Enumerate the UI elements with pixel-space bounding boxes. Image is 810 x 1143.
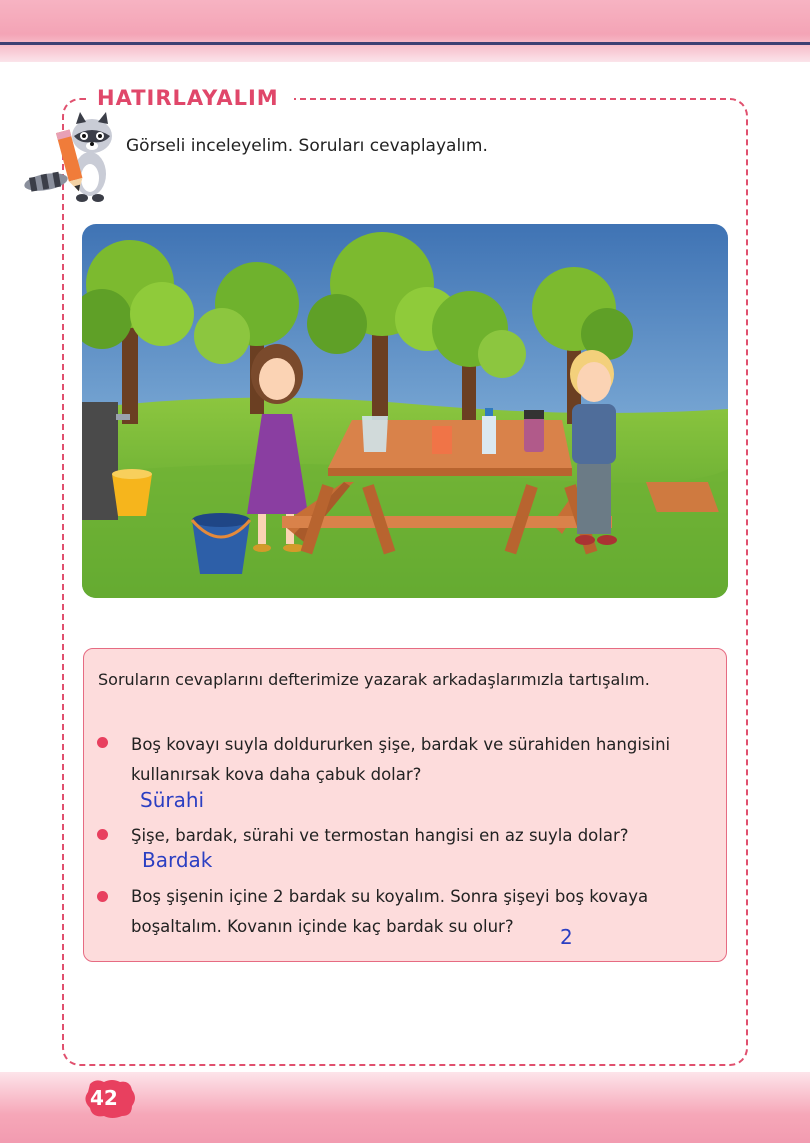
answer-1: Sürahi <box>140 788 205 812</box>
instruction-text: Görseli inceleyelim. Soruları cevaplayalım. <box>126 136 488 156</box>
top-decorative-band <box>0 0 810 62</box>
bullet-icon <box>97 737 108 748</box>
raccoon-mascot-icon <box>20 112 130 208</box>
question-1-text: Boş kovayı suyla doldururken şişe, bardak ve sürahiden hangisini kullanırsak kova daha çabuk dolar? <box>131 735 671 784</box>
park-scene-illustration <box>82 224 728 598</box>
answer-3: 2 <box>560 925 573 949</box>
bullet-icon <box>97 891 108 902</box>
bullet-icon <box>97 829 108 840</box>
answer-2: Bardak <box>142 848 213 872</box>
page-number: 42 <box>90 1086 118 1110</box>
question-2-text: Şişe, bardak, sürahi ve termostan hangisi en az suyla dolar? <box>131 826 629 845</box>
section-title: HATIRLAYALIM <box>97 86 279 110</box>
questions-intro: Soruların cevaplarını defterimize yazarak arkadaşlarımızla tartışalım. <box>98 670 650 689</box>
question-3-text: Boş şişenin içine 2 bardak su koyalım. Sonra şişeyi boş kovaya boşaltalım. Kovanın içinde kaç bardak su olur? <box>131 887 649 936</box>
boy-figure <box>570 350 617 545</box>
top-rule <box>0 42 810 45</box>
